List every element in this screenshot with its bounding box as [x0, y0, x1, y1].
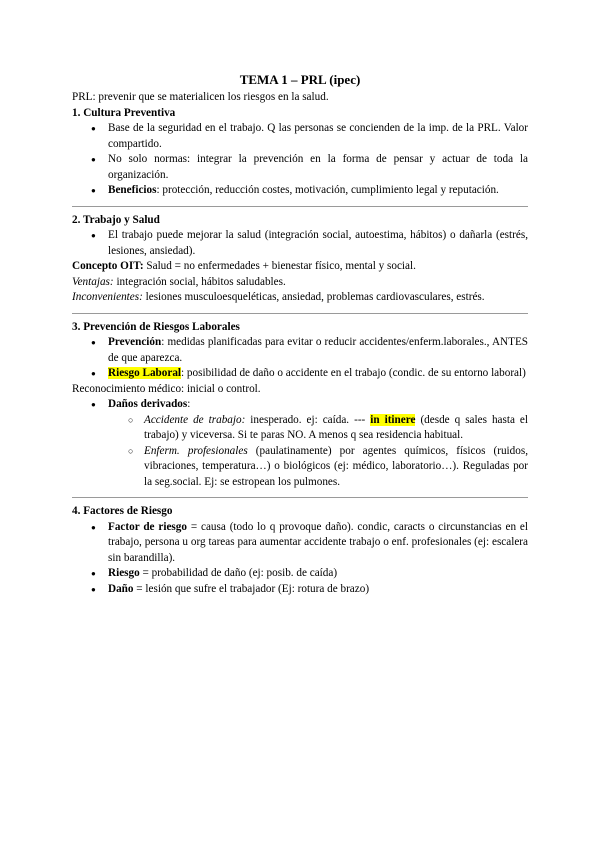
list-item: ● Base de la seguridad en el trabajo. Q las personas se concienden de la imp. de la PRL. Valor compartido. [72, 121, 528, 152]
term-text: : [187, 398, 191, 410]
term-text: (desde q sales hasta el trabajo) y viceversa. Si te paras NO. A menos q sea residencia habitual. [144, 413, 528, 441]
section-divider [72, 206, 528, 207]
section-3-heading: 3. Prevención de Riesgos Laborales [72, 320, 240, 333]
term-text: Salud = no enfermedades + bienestar físico, mental y social. [143, 260, 416, 272]
term-text: (paulatinamente) por agentes químicos, físicos (ruidos, vibraciones, temperatura…) o biológicos (ej: médico, laboratorio…). Reguladas por la seg.social. Ej: se estropean los pulmones. [144, 444, 529, 488]
term-text: : posibilidad de daño o accidente en el trabajo (condic. de su entorno laboral) [181, 367, 526, 379]
list-item: ● El trabajo puede mejorar la salud (integración social, autoestima, hábitos) o dañarla (estrés, lesiones, ansiedad). [72, 228, 528, 259]
term-in-itinere: in itinere [370, 413, 416, 426]
document-page [72, 72, 528, 597]
term-dano: Daño [108, 582, 134, 595]
term-text: lesiones musculoesqueléticas, ansiedad, problemas cardiovasculares, estrés. [142, 291, 485, 303]
section-divider [72, 497, 528, 498]
term-beneficios: Beneficios [108, 184, 157, 196]
list-item: ● No solo normas: integrar la prevención en la forma de pensar y actuar de toda la organización. [72, 152, 528, 183]
section-4-list [72, 520, 528, 598]
term-ventajas: Ventajas: [72, 275, 114, 288]
section-1-heading: 1. Cultura Preventiva [72, 106, 176, 119]
list-item [72, 520, 528, 567]
concepto-oit-line [72, 259, 528, 275]
term-text: = probabilidad de daño (ej: posib. de caída) [139, 567, 338, 579]
document-title: TEMA 1 – PRL (ipec) [239, 72, 361, 87]
list-item [72, 183, 528, 199]
term-text: integración social, hábitos saludables. [113, 275, 286, 288]
term-accidente: Accidente de trabajo: [144, 413, 246, 426]
reconocimiento-line: Reconocimiento médico: inicial o control. [72, 382, 261, 395]
danos-sublist [72, 413, 528, 491]
section-3-list [72, 335, 528, 382]
term-text: : protección, reducción costes, motivación, cumplimiento legal y reputación. [156, 184, 499, 196]
list-item [72, 582, 528, 598]
list-item [72, 397, 528, 413]
intro-line: PRL: prevenir que se materialicen los riesgos en la salud. [72, 91, 329, 103]
term-inconvenientes: Inconvenientes: [72, 291, 143, 303]
list-item [72, 566, 528, 582]
term-enferm-profesionales: Enferm. profesionales [144, 444, 248, 457]
sub-list-item [72, 444, 528, 491]
ventajas-line [72, 275, 528, 291]
term-danos-derivados: Daños derivados [108, 398, 188, 410]
term-prevencion: Prevención [108, 336, 162, 348]
section-divider [72, 313, 528, 314]
term-text: inesperado. ej: caída. --- [245, 413, 371, 426]
term-riesgo: Riesgo [108, 567, 140, 579]
term-riesgo-laboral: Riesgo Laboral [108, 367, 182, 379]
inconvenientes-line [72, 290, 528, 306]
section-4-heading: 4. Factores de Riesgo [72, 505, 173, 517]
term-text: = causa (todo lo q provoque daño). condic, caracts o circunstancias en el trabajo, persona u org tareas para aumentar accidente trabajo o enf. profesionales (ej: escalera sin barandilla). [108, 520, 528, 564]
section-1-list [72, 121, 528, 199]
term-concepto-oit: Concepto OIT: [72, 260, 144, 272]
list-item [72, 335, 528, 366]
sub-list-item [72, 413, 528, 444]
term-text: : medidas planificadas para evitar o reducir accidentes/enferm.laborales., ANTES de que aparezca. [108, 336, 528, 364]
list-item [72, 366, 528, 382]
danos-list [72, 397, 528, 413]
term-factor-de-riesgo: Factor de riesgo [108, 520, 187, 533]
term-text: = lesión que sufre el trabajador (Ej: rotura de brazo) [133, 582, 370, 595]
section-2-list [72, 228, 528, 259]
section-2-heading: 2. Trabajo y Salud [72, 213, 160, 226]
